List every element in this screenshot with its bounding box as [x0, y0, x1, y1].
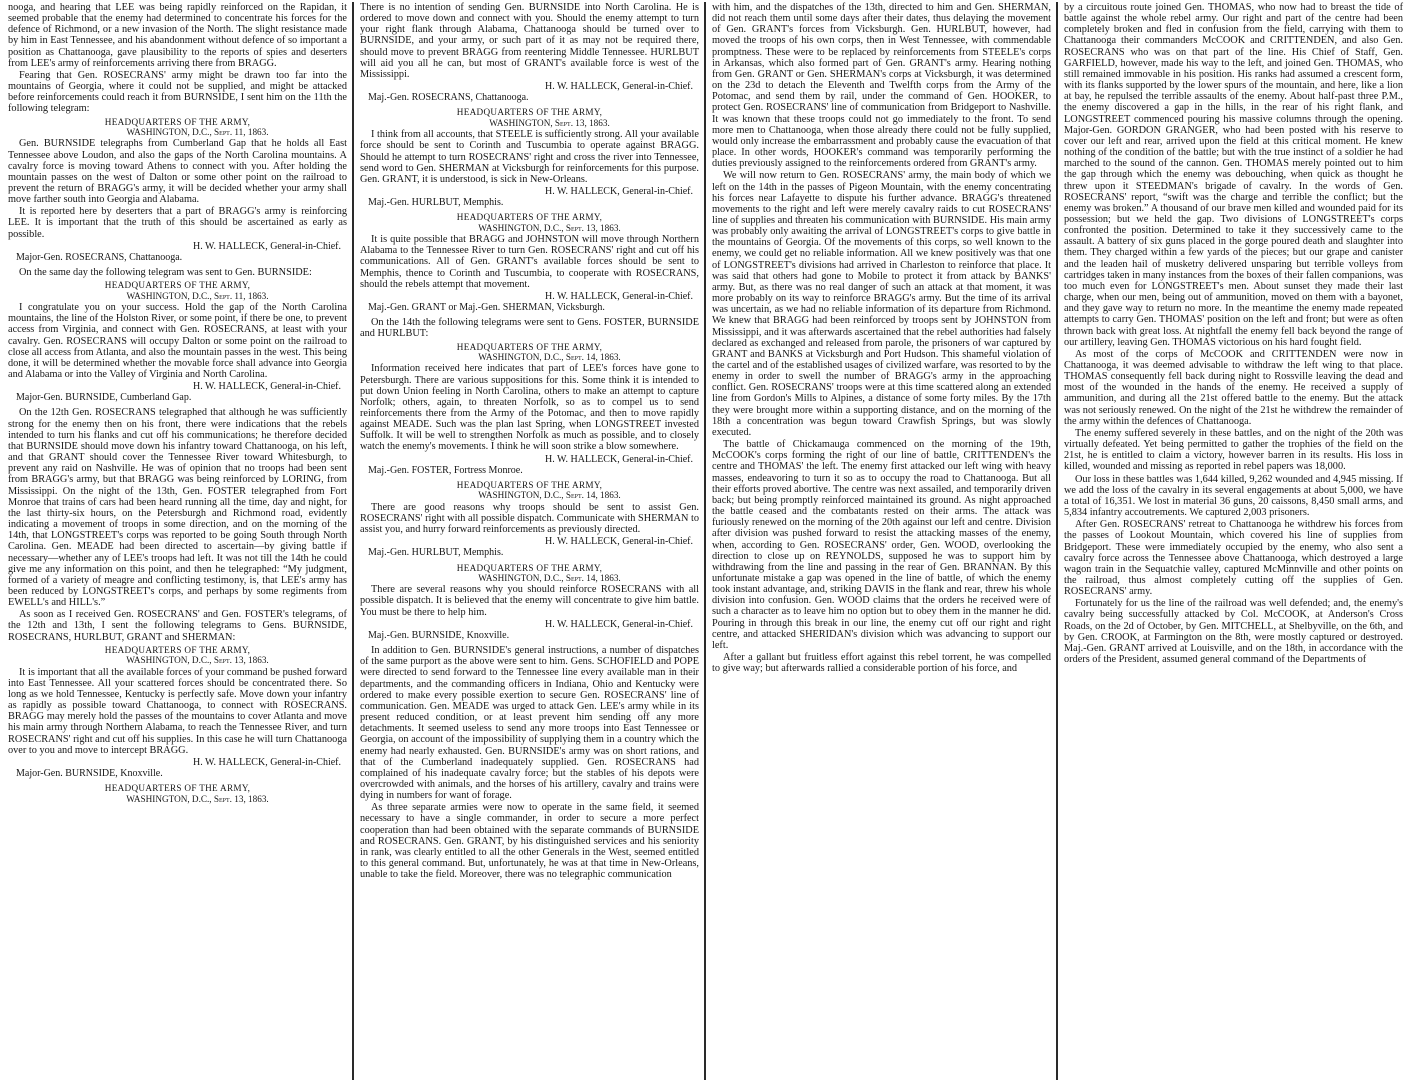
dispatch-header: HEADQUARTERS OF THE ARMY,	[456, 562, 603, 573]
dispatch-addressee: Major-Gen. ROSECRANS, Chattanooga.	[16, 251, 183, 263]
article-paragraph: On the 12th Gen. ROSECRANS telegraphed that although he was sufficiently strong for the enemy then on his front, there were indications that the rebels intended to turn his flanks and cut off his communications; he therefore decided that BURNSIDE should move down his infantry toward Chattanooga, on his left, and that GRANT should cover the Tennessee River toward Whitesburgh, to prevent any raid on Nashville. He was of opinion that no troops had been sent from BRAGG's army, but that BRAGG was being reinforced by LORING, from Mississippi. On the night of the 13th, Gen. FOSTER telegraphed from Fort Monroe that trains of cars had been heard running all the time, day and night, for the last thirty-six hours, on the Petersburgh and Richmond road, evidently indicating a movement of troops in some direction, and on the morning of the 14th, that LONGSTREET's corps was reported to be going South through North Carolina. Gen. MEADE had been directed to ascertain—by giving battle if necessary—whether any of LEE's troops had left. It was not till the 14th he could give me any information on this point, and then he telegraphed: “My judgment, formed of a variety of meagre and conflicting testimony, is, that LEE's army has been reduced by LONGSTREET's corps, and perhaps by some regiments from EWELL's and HILL's.”	[8, 407, 347, 609]
dispatch-addressee: Major-Gen. BURNSIDE, Knoxville.	[16, 767, 163, 779]
article-paragraph: The battle of Chickamauga commenced on the morning of the 19th, McCOOK's corps forming the right of our line of battle, CRITTENDEN's the centre and THOMAS' the left. The enemy first attacked our left wing with heavy masses, endeavoring to turn it so as to occupy the road to Chattanooga. But all their efforts proved abortive. The centre was next assailed, and temporarily driven back; but being promptly reinforced maintained its ground. As night approached the battle ceased and the combatants rested on their arms. The attack was furiously renewed on the morning of the 20th against our left and centre. Division after division was pushed forward to resist the attacking masses of the enemy, when, according to Gen. ROSECRANS' order, Gen. WOOD, overlooking the direction to close up on REYNOLDS, supposed he was to support him by withdrawing from the line and passing in the rear of Gen. BRANNAN. By this unfortunate mistake a gap was opened in the line of battle, of which the enemy took instant advantage, and, striking DAVIS in the flank and rear, threw his whole division into confusion. Gen. WOOD claims that the orders he received were of such a character as to leave him no option but to obey them in the manner he did. Pouring in through this break in our line, the enemy cut off our right and right centre, and attacked SHERIDAN's division which was advancing to support our left.	[712, 439, 1051, 651]
dispatch-header: HEADQUARTERS OF THE ARMY,	[104, 783, 251, 794]
dispatch-header: HEADQUARTERS OF THE ARMY,	[104, 280, 251, 291]
dispatch-header: HEADQUARTERS OF THE ARMY,	[104, 644, 251, 655]
article-paragraph: with him, and the dispatches of the 13th, directed to him and Gen. SHERMAN, did not reach them until some days after their dates, thus delaying the movement of Gen. GRANT's forces from Vicksburgh. Gen. HURLBUT, however, had moved the troops of his own corps, then in West Tennessee, with commendable promptness. These were to be replaced by reinforcements from STEELE's corps in Arkansas, which also formed part of Gen. GRANT's army. Hearing nothing from Gen. GRANT or Gen. SHERMAN's corps at Vicksburgh, it was determined on the 23d to detach the Eleventh and Twelfth corps from the Army of the Potomac, and send them by rail, under the command of Gen. HOOKER, to protect Gen. ROSECRANS' line of communication from Bridgeport to Nashville. It was known that these troops could not go immediately to the front. To send more men to Chattanooga, when those already there could not be fully supplied, would only increase the embarrassment and probably cause the evacuation of that place. In other words, HOOKER's command was temporarily performing the duties previously assigned to the reinforcements ordered from GRANT's army.	[712, 2, 1051, 170]
article-paragraph: Gen. BURNSIDE telegraphs from Cumberland Gap that he holds all East Tennessee above Loudon, and also the gaps of the North Carolina mountains. A cavalry force is moving toward Athens to connect with you. After holding the mountain passes on the west of Dalton or some other point on the railroad to prevent the return of BRAGG's army, it will be decided whether your army shall move farther south into Georgia and Alabama.	[8, 138, 347, 206]
dispatch-signature: H. W. HALLECK, General-in-Chief.	[544, 618, 693, 630]
dispatch-addressee: Maj.-Gen. FOSTER, Fortress Monroe.	[368, 464, 523, 476]
article-paragraph: Our loss in these battles was 1,644 killed, 9,262 wounded and 4,945 missing. If we add the loss of the cavalry in its several engagements at about 5,000, we have a total of 16,351. We lost in material 36 guns, 20 caissons, 8,450 small arms, and 5,834 infantry accoutrements. We captured 2,003 prisoners.	[1064, 473, 1403, 519]
dispatch-addressee: Major-Gen. BURNSIDE, Cumberland Gap.	[16, 392, 192, 404]
dispatch-dateline: WASHINGTON, D.C., Sept. 13, 1863.	[126, 793, 269, 804]
article-paragraph: There are good reasons why troops should be sent to assist Gen. ROSECRANS' right with all possible dispatch. Communicate with SHERMAN to assist you, and hurry forward reinforcements as previously directed.	[360, 501, 699, 536]
article-paragraph: I congratulate you on your success. Hold the gap of the North Carolina mountains, the line of the Holston River, or some point, if there be one, to prevent access from Virginia, and connect with Gen. ROSECRANS, at least with your cavalry. Gen. ROSECRANS will occupy Dalton or some point on the railroad to close all access from Atlanta, and also the mountain passes in the west. This being done, it will be determined whether the movable force shall advance into Georgia and Alabama or into the Valley of Virginia and North Carolina.	[8, 302, 347, 380]
article-paragraph: Fearing that Gen. ROSECRANS' army might be drawn too far into the mountains of Georgia, where it could not be supplied, and might be attacked before reinforcements could reach it from BURNSIDE, I sent him on the 11th the following telegram:	[8, 69, 347, 115]
dispatch-signature: H. W. HALLECK, General-in-Chief.	[544, 186, 693, 197]
article-paragraph: After a gallant but fruitless effort against this rebel torrent, he was compelled to give way; but afterwards rallied a considerable portion of his force, and	[712, 652, 1051, 675]
dispatch-header: HEADQUARTERS OF THE ARMY,	[456, 479, 603, 490]
article-paragraph: There are several reasons why you should reinforce ROSECRANS with all possible dispatch. It is believed that the enemy will concentrate to give him battle. You must be there to help him.	[360, 584, 699, 618]
dispatch-addressee: Maj.-Gen. GRANT or Maj.-Gen. SHERMAN, Vicksburgh.	[368, 302, 605, 314]
article-paragraph: On the 14th the following telegrams were sent to Gens. FOSTER, BURNSIDE and HURLBUT:	[360, 317, 699, 340]
dispatch-dateline: WASHINGTON, D.C., Sept. 14, 1863.	[478, 490, 621, 501]
text-column-4	[1058, 2, 1408, 1080]
article-paragraph: It is important that all the available forces of your command be pushed forward into East Tennessee. All your scattered forces should be concentrated there. So long as we hold Tennessee, Kentucky is perfectly safe. Move down your infantry as rapidly as possible toward Chattanooga, to connect with ROSECRANS. BRAGG may merely hold the passes of the mountains to cover Atlanta and move his main army through Northern Alabama, to reach the Tennessee River, and turn ROSECRANS' right and cut off his supplies. In this case he will turn Chattanooga over to you and move to intercept BRAGG.	[8, 666, 347, 756]
dispatch-signature: H. W. HALLECK, General-in-Chief.	[192, 381, 341, 393]
article-paragraph: Fortunately for us the line of the railroad was well defended; and, the enemy's cavalry being successfully attacked by Col. McCOOK, at Anderson's Cross Roads, on the 2d of October, by Gen. MITCHELL, at Shelbyville, on the 6th, and by Gen. CROOK, at Farmington on the 8th, were mostly captured or destroyed. Maj.-Gen. GRANT arrived at Louisville, and on the 18th, in accordance with the orders of the President, assumed general command of the Departments of	[1064, 598, 1403, 666]
dispatch-dateline: WASHINGTON, D.C., Sept. 13, 1863.	[478, 222, 621, 233]
dispatch-header: HEADQUARTERS OF THE ARMY,	[456, 341, 603, 352]
article-paragraph: The enemy suffered severely in these battles, and on the night of the 20th was virtually defeated. Yet being permitted to gather the trophies of the field on the 21st, he is entitled to claim a victory, however barren in its results. His loss in killed, wounded and missing as reported in rebel papers was 18,000.	[1064, 427, 1403, 473]
article-paragraph: On the same day the following telegram was sent to Gen. BURNSIDE:	[19, 267, 312, 279]
article-paragraph: Information received here indicates that part of LEE's forces have gone to Petersburgh. There are various suppositions for this. Some think it is intended to put down Union feeling in North Carolina, others to make an attempt to capture Norfolk; others, again, to threaten Norfolk, so as to compel us to send reinforcements there from the Army of the Potomac, and then to move rapidly against MEADE. Such was the plan last Spring, when LONGSTREET invested Suffolk. It will be well to strengthen Norfolk as much as possible, and to closely watch the enemy's movements. I think he will soon strike a blow somewhere.	[360, 363, 699, 453]
text-column-2	[354, 2, 704, 1080]
dispatch-signature: H. W. HALLECK, General-in-Chief.	[544, 536, 693, 548]
dispatch-dateline: WASHINGTON, D.C., Sept. 14, 1863.	[478, 351, 621, 362]
article-paragraph: It is quite possible that BRAGG and JOHNSTON will move through Northern Alabama to the Tennessee River to turn Gen. ROSECRANS' right and cut off his communications. All of Gen. GRANT's available forces should be sent to Memphis, thence to Corinth and Tuscumbia, to cooperate with ROSECRANS, should the rebels attempt that movement.	[360, 234, 699, 290]
dispatch-dateline: WASHINGTON, D.C., Sept. 11, 1863.	[126, 290, 269, 301]
article-paragraph: I think from all accounts, that STEELE is sufficiently strong. All your available force should be sent to Corinth and Tuscumbia to operate against BRAGG. Should he attempt to turn ROSECRANS' right and cross the river into Tennessee, send word to Gen. SHERMAN at Vicksburgh for reinforcements for this purpose. Gen. GRANT, it is understood, is sick in New-Orleans.	[360, 129, 699, 185]
article-paragraph: In addition to Gen. BURNSIDE's general instructions, a number of dispatches of the same purport as the above were sent to him. Gens. SCHOFIELD and POPE were directed to send forward to the Tennessee line every available man in their departments, and the commanding officers in Indiana, Ohio and Kentucky were ordered to make every possible exertion to secure Gen. ROSECRANS' line of communication. Gen. MEADE was urged to attack Gen. LEE's army while in its present reduced condition, or at least prevent him sending off any more detachments. It seemed useless to send any more troops into East Tennessee or Georgia, on account of the impossibility of supplying them in a country which the enemy had nearly exhausted. Gen. BURNSIDE's army was on short rations, and that of the Cumberland inadequately supplied. Gen. ROSECRANS had complained of his inadequate cavalry force; but the stables of his depots were overcrowded with animals, and the horses of his artillery, cavalry and trains were dying in numbers for want of forage.	[360, 645, 699, 802]
article-paragraph: As three separate armies were now to operate in the same field, it seemed necessary to have a single commander, in order to secure a more perfect cooperation than had been obtained with the separate commands of BURNSIDE and ROSECRANS. Gen. GRANT, by his distinguished services and his seniority in rank, was clearly entitled to all the other Generals in the West, seemed entitled to this general command. But, unfortunately, he was at that time in New-Orleans, unable to take the field. Moreover, there was no telegraphic communication	[360, 802, 699, 881]
dispatch-addressee: Maj.-Gen. BURNSIDE, Knoxville.	[368, 629, 510, 641]
dispatch-header: HEADQUARTERS OF THE ARMY,	[456, 212, 603, 223]
dispatch-signature: H. W. HALLECK, General-in-Chief.	[544, 453, 693, 465]
dispatch-signature: H. W. HALLECK, General-in-Chief.	[192, 240, 341, 252]
dispatch-signature: H. W. HALLECK, General-in-Chief.	[544, 290, 693, 302]
article-paragraph: nooga, and hearing that LEE was being rapidly reinforced on the Rapidan, it seemed probable that the enemy had determined to concentrate his forces for the defence of Richmond, or a new invasion of the North. The slight resistance made by him in East Tennessee, and his abandonment without defence of so important a position as Chattanooga, gave plausibility to the reports of spies and deserters from LEE's army of reinforcements arriving there from BRAGG.	[8, 2, 347, 69]
article-paragraph: There is no intention of sending Gen. BURNSIDE into North Carolina. He is ordered to move down and connect with you. Should the enemy attempt to turn your right flank through Alabama, Chattanooga should be turned over to BURNSIDE, and your army, or such part of it as may not be required there, should move to prevent BRAGG from reentering Middle Tennessee. HURLBUT will aid you all he can, but most of GRANT's available force is west of the Mississippi.	[360, 2, 699, 80]
article-paragraph: by a circuitous route joined Gen. THOMAS, who now had to breast the tide of battle against the whole rebel army. Our right and part of the centre had been completely broken and fled in confusion from the field, carrying with them to Chattanooga their commanders McCOOK and CRITTENDEN, and also Gen. ROSECRANS who was on that part of the line. His Chief of Staff, Gen. GARFIELD, however, made his way to the left, and joined Gen. THOMAS, who still remained immovable in his position. His ranks had assumed a crescent form, with its flanks supported by the lower spurs of the mountain, and here, like a lion at bay, he repulsed the terrible assaults of the enemy. About half-past three P.M., the enemy discovered a gap in the hills, in the rear of his right flank, and LONGSTREET commenced pouring his massive columns through the opening. Major-Gen. GORDON GRANGER, who had been posted with his reserve to cover our left and rear, arrived upon the field at this critical moment. He knew nothing of the condition of the battle; but with the true instinct of a soldier he had marched to the sound of the cannon. Gen. THOMAS merely pointed out to him the gap through which the enemy was debouching, when quick as thought he threw upon it STEEDMAN's brigade of cavalry. In the words of Gen. ROSECRANS' report, “swift was the charge and terrible the conflict; but the enemy was broken.” A thousand of our brave men killed and wounded paid for its possession; but we held the gap. Two divisions of LONGSTREET's corps confronted the position. Determined to take it they successively came to the assault. A battery of six guns placed in the gorge poured death and slaughter into them. They charged within a few yards of the pieces; but our grape and canister and the leaden hail of musketry delivered unsparing but terrible volleys from cartridges taken in many instances from the boxes of their fallen companions, was too much even for LONGSTREET's men. About sunset they made their last charge, when our men, being out of ammunition, moved on them with a bayonet, and they gave way to return no more. In the meantime the enemy made repeated attempts to carry Gen. THOMAS' position on the left and front; but were as often thrown back with great loss. At nightfall the enemy fell back beyond the range of our artillery, leaving Gen. THOMAS victorious on his hard fought field.	[1064, 2, 1403, 348]
text-column-1	[2, 2, 352, 1080]
article-paragraph: We will now return to Gen. ROSECRANS' army, the main body of which we left on the 14th in the passes of Pigeon Mountain, with the enemy concentrating his forces near Lafayette to dispute his further advance. BRAGG's threatened movements to the right and left were merely cavalry raids to cut ROSECRANS' line of supplies and threaten his communication with BURNSIDE. His main army was probably only awaiting the arrival of LONGSTREET's corps to give battle in the mountains of Georgia. Of the movements of this corps, so well known to the enemy, we could get no reliable information. All we knew positively was that one of LONGSTREET's divisions had arrived in Charleston to reinforce that place. It was said that others had gone to Mobile to protect it from attack by BANKS' army. But, as there was no real danger of such an attack at that moment, it was more probably on its way to reinforce BRAGG's army. But the time of its arrival was uncertain, as we had no reliable information of its departure from Richmond. We knew that BRAGG had been reinforced by troops sent by JOHNSTON from Mississippi, and it was afterwards ascertained that the rebel authorities had falsely declared as exchanged and released from parole, the prisoners of war captured by GRANT and BANKS at Vicksburgh and Port Hudson. This shameful violation of the cartel and of the established usages of civilized warfare, was resorted to by the enemy in order to swell the number of BRAGG's army in the approaching conflict. Gen. ROSECRANS' troops were at this time scattered along an extended line from Gordon's Mills to Alpines, a distance of some forty miles. By the 17th they were brought more within a supporting distance, and on the morning of the 18th a concentration was begun toward Crawfish Springs, but was slowly executed.	[712, 170, 1051, 438]
dispatch-dateline: WASHINGTON, Sept. 13, 1863.	[489, 117, 610, 128]
dispatch-dateline: WASHINGTON, D.C., Sept. 11, 1863.	[126, 126, 269, 137]
dispatch-header: HEADQUARTERS OF THE ARMY,	[456, 107, 603, 118]
article-paragraph: After Gen. ROSECRANS' retreat to Chattanooga he withdrew his forces from the passes of Lookout Mountain, which covered his line of supplies from Bridgeport. These were immediately occupied by the enemy, who also sent a cavalry force across the Tennessee above Chattanooga, which destroyed a large wagon train in the Sequatchie valley, captured McMinnville and other points on the railroad, thus almost completely cutting off the supplies of Gen. ROSECRANS' army.	[1064, 519, 1403, 598]
text-column-3	[706, 2, 1056, 1080]
article-paragraph: It is reported here by deserters that a part of BRAGG's army is reinforcing LEE. It is important that the truth of this should be ascertained as early as possible.	[8, 206, 347, 240]
article-paragraph: As soon as I received Gen. ROSECRANS' and Gen. FOSTER's telegrams, of the 12th and 13th, I sent the following telegrams to Gens. BURNSIDE, ROSECRANS, HURLBUT, GRANT and SHERMAN:	[8, 609, 347, 643]
dispatch-dateline: WASHINGTON, D.C., Sept. 13, 1863.	[126, 655, 269, 666]
dispatch-header: HEADQUARTERS OF THE ARMY,	[104, 116, 251, 127]
dispatch-addressee: Maj.-Gen. HURLBUT, Memphis.	[368, 197, 504, 209]
dispatch-signature: H. W. HALLECK, General-in-Chief.	[192, 756, 341, 768]
dispatch-addressee: Maj.-Gen. HURLBUT, Memphis.	[368, 547, 504, 559]
article-paragraph: As most of the corps of McCOOK and CRITTENDEN were now in Chattanooga, it was deemed advisable to withdraw the left wing to that place. THOMAS consequently fell back during night to Rossville leaving the dead and most of the wounded in the hands of the enemy. He received a supply of ammunition, and during all the 21st offered battle to the enemy. But the attack was not seriously renewed. On the night of the 21st he withdrew the remainder of the army within the defences of Chattanooga.	[1064, 348, 1403, 427]
dispatch-addressee: Maj.-Gen. ROSECRANS, Chattanooga.	[368, 92, 529, 104]
dispatch-signature: H. W. HALLECK, General-in-Chief.	[544, 81, 693, 93]
dispatch-dateline: WASHINGTON, D.C., Sept. 14, 1863.	[478, 572, 621, 583]
